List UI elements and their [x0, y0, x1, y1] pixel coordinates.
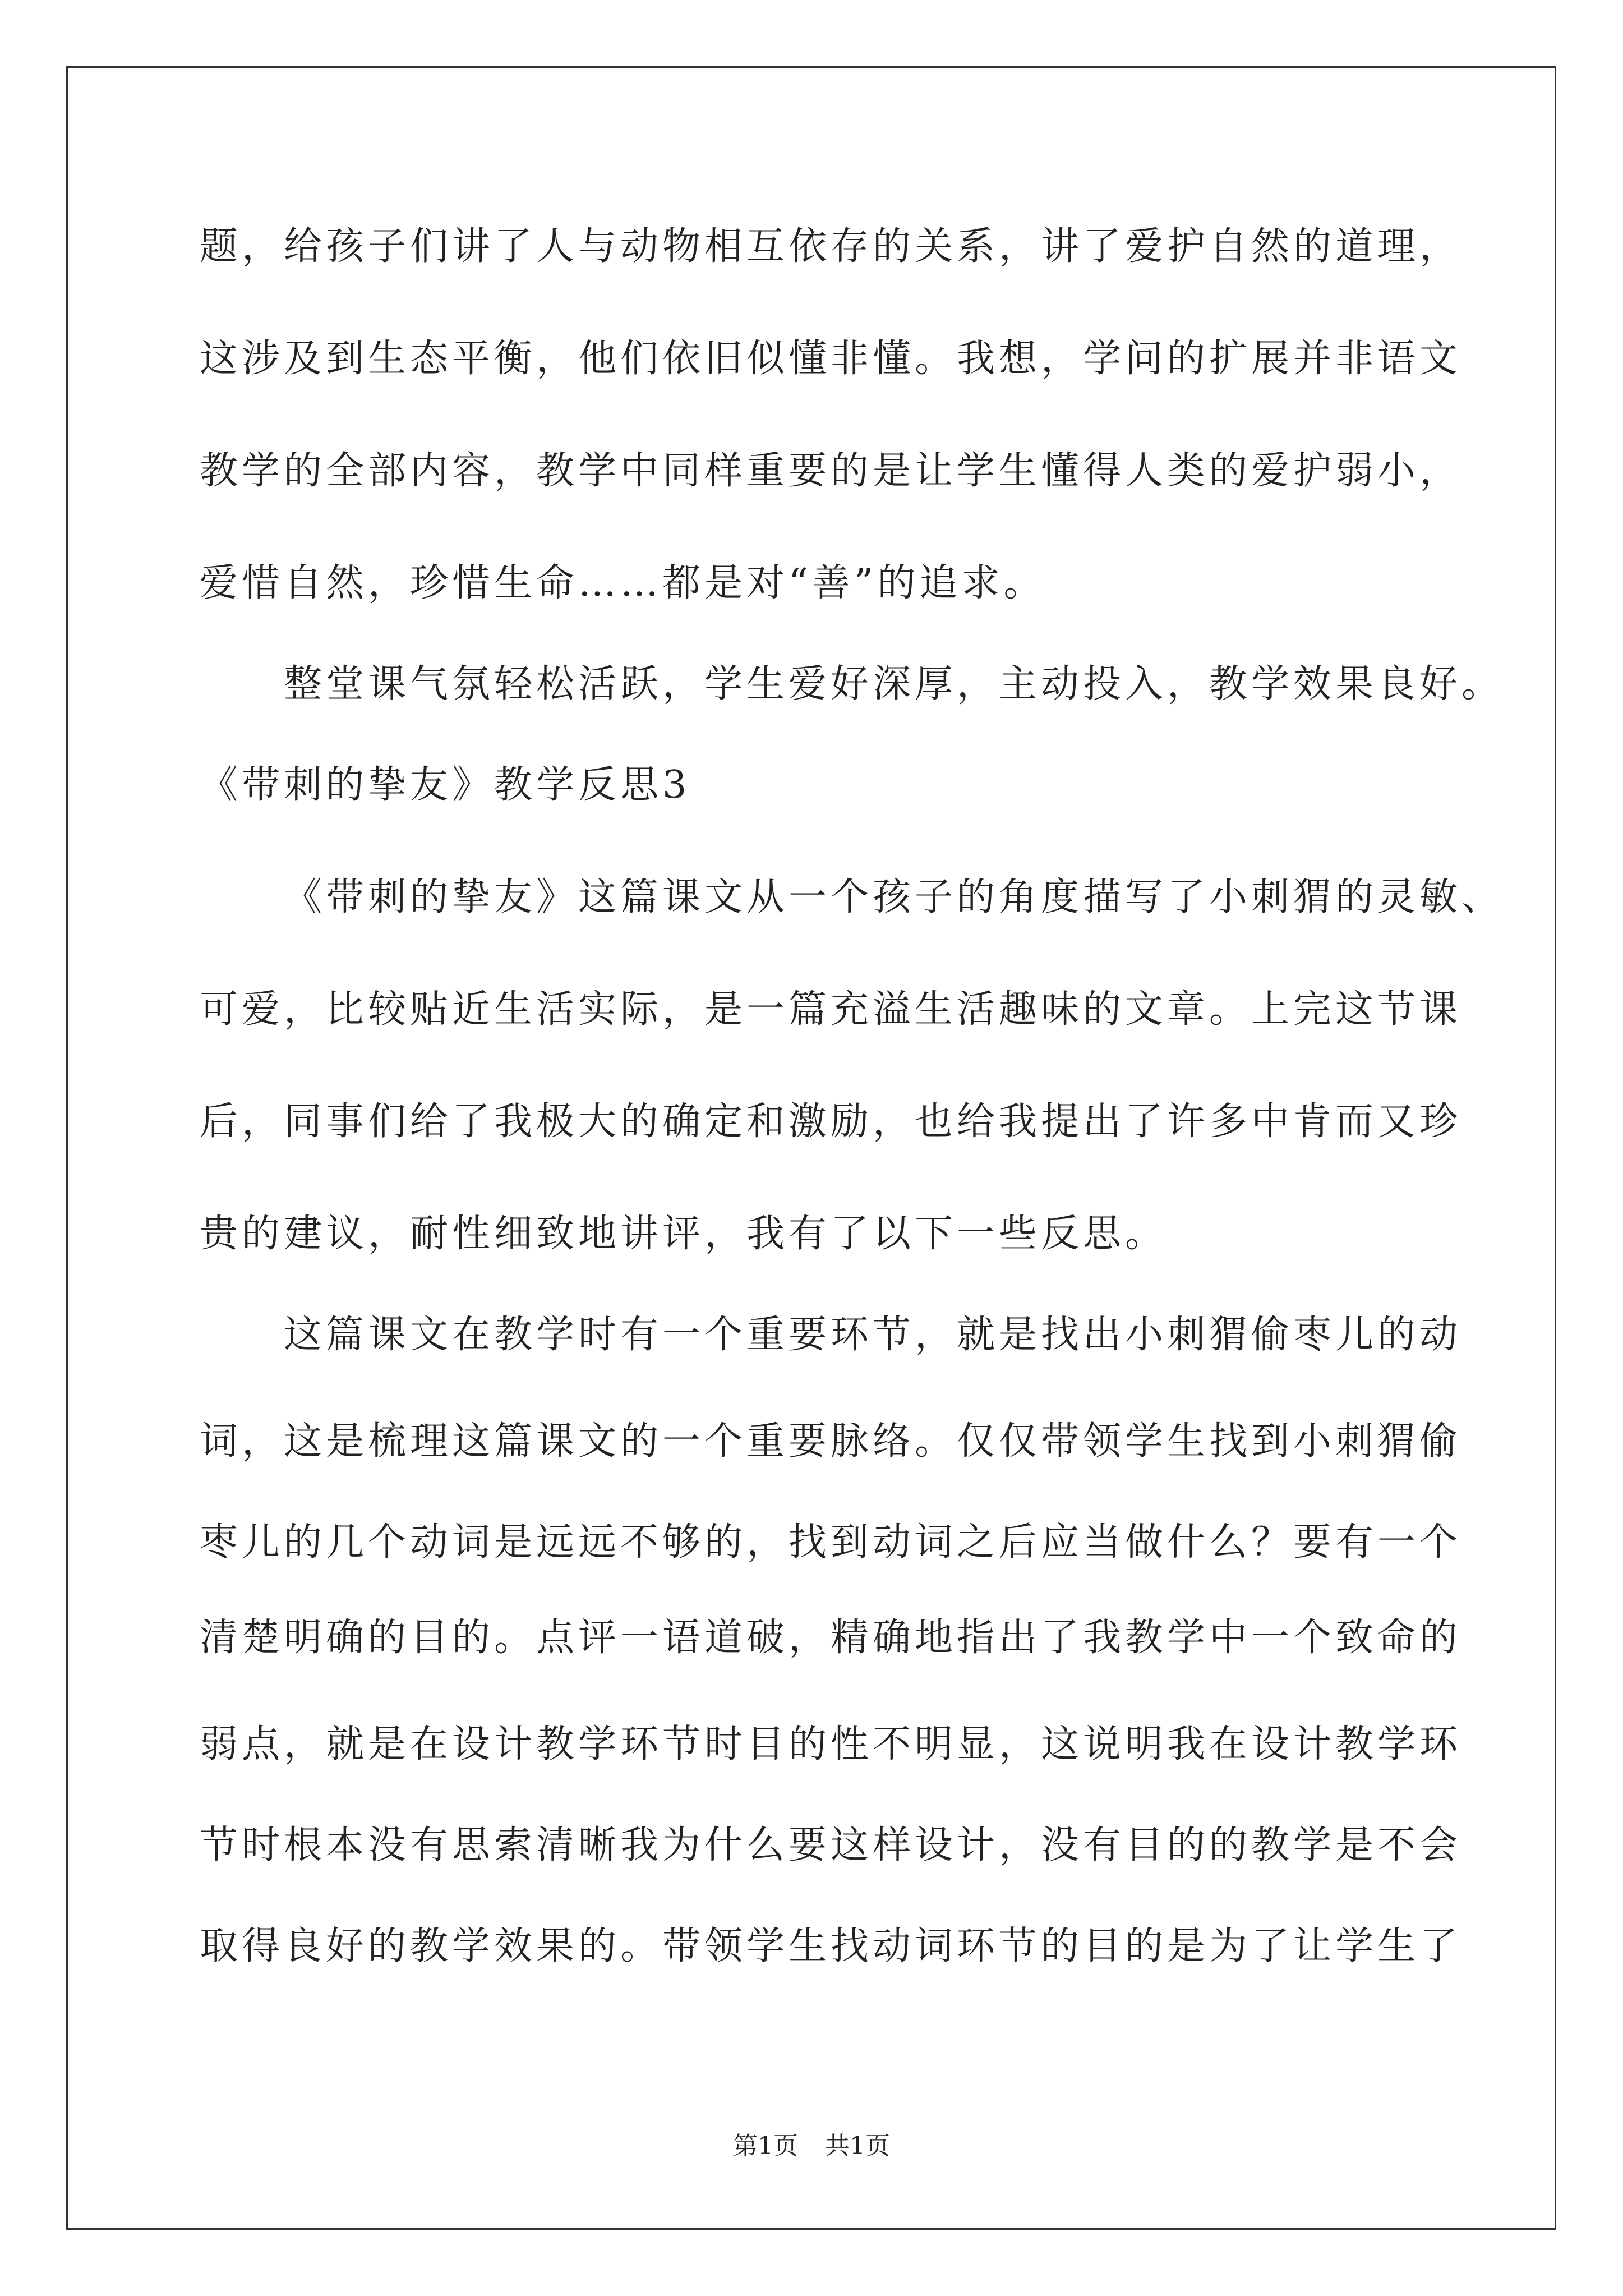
text-line: 这涉及到生态平衡，他们依旧似懂非懂。我想，学问的扩展并非语文 — [200, 337, 1462, 381]
text-line: 这篇课文在教学时有一个重要环节，就是找出小刺猬偷枣儿的动 — [284, 1313, 1462, 1357]
text-line: 《带刺的挚友》这篇课文从一个孩子的角度描写了小刺猬的灵敏、 — [284, 875, 1504, 919]
text-line: 枣儿的几个动词是远远不够的，找到动词之后应当做什么？要有一个 — [200, 1520, 1462, 1565]
text-line: 爱惜自然，珍惜生命……都是对“善”的追求。 — [200, 561, 1046, 605]
page-number: 第1页 — [733, 2132, 798, 2160]
page-border — [66, 66, 1556, 2230]
text-line: 题，给孩子们讲了人与动物相互依存的关系，讲了爱护自然的道理， — [200, 224, 1462, 269]
text-line: 词，这是梳理这篇课文的一个重要脉络。仅仅带领学生找到小刺猬偷 — [200, 1419, 1462, 1464]
text-line: 取得良好的教学效果的。带领学生找动词环节的目的是为了让学生了 — [200, 1924, 1462, 1968]
text-line: 教学的全部内容，教学中同样重要的是让学生懂得人类的爱护弱小， — [200, 449, 1462, 493]
text-line: 后，同事们给了我极大的确定和激励，也给我提出了许多中肯而又珍 — [200, 1099, 1462, 1144]
text-line: 弱点，就是在设计教学环节时目的性不明显，这说明我在设计教学环 — [200, 1722, 1462, 1766]
page-footer — [0, 2132, 1623, 2161]
text-line: 清楚明确的目的。点评一语道破，精确地指出了我教学中一个致命的 — [200, 1616, 1462, 1660]
page-total: 共1页 — [825, 2132, 890, 2160]
text-line: 贵的建议，耐性细致地讲评，我有了以下一些反思。 — [200, 1212, 1168, 1256]
section-heading: 《带刺的挚友》教学反思3 — [200, 763, 691, 807]
text-line: 节时根本没有思索清晰我为什么要这样设计，没有目的的教学是不会 — [200, 1823, 1462, 1867]
text-line: 整堂课气氛轻松活跃，学生爱好深厚，主动投入，教学效果良好。 — [284, 662, 1504, 706]
text-line: 可爱，比较贴近生活实际，是一篇充溢生活趣味的文章。上完这节课 — [200, 987, 1462, 1032]
